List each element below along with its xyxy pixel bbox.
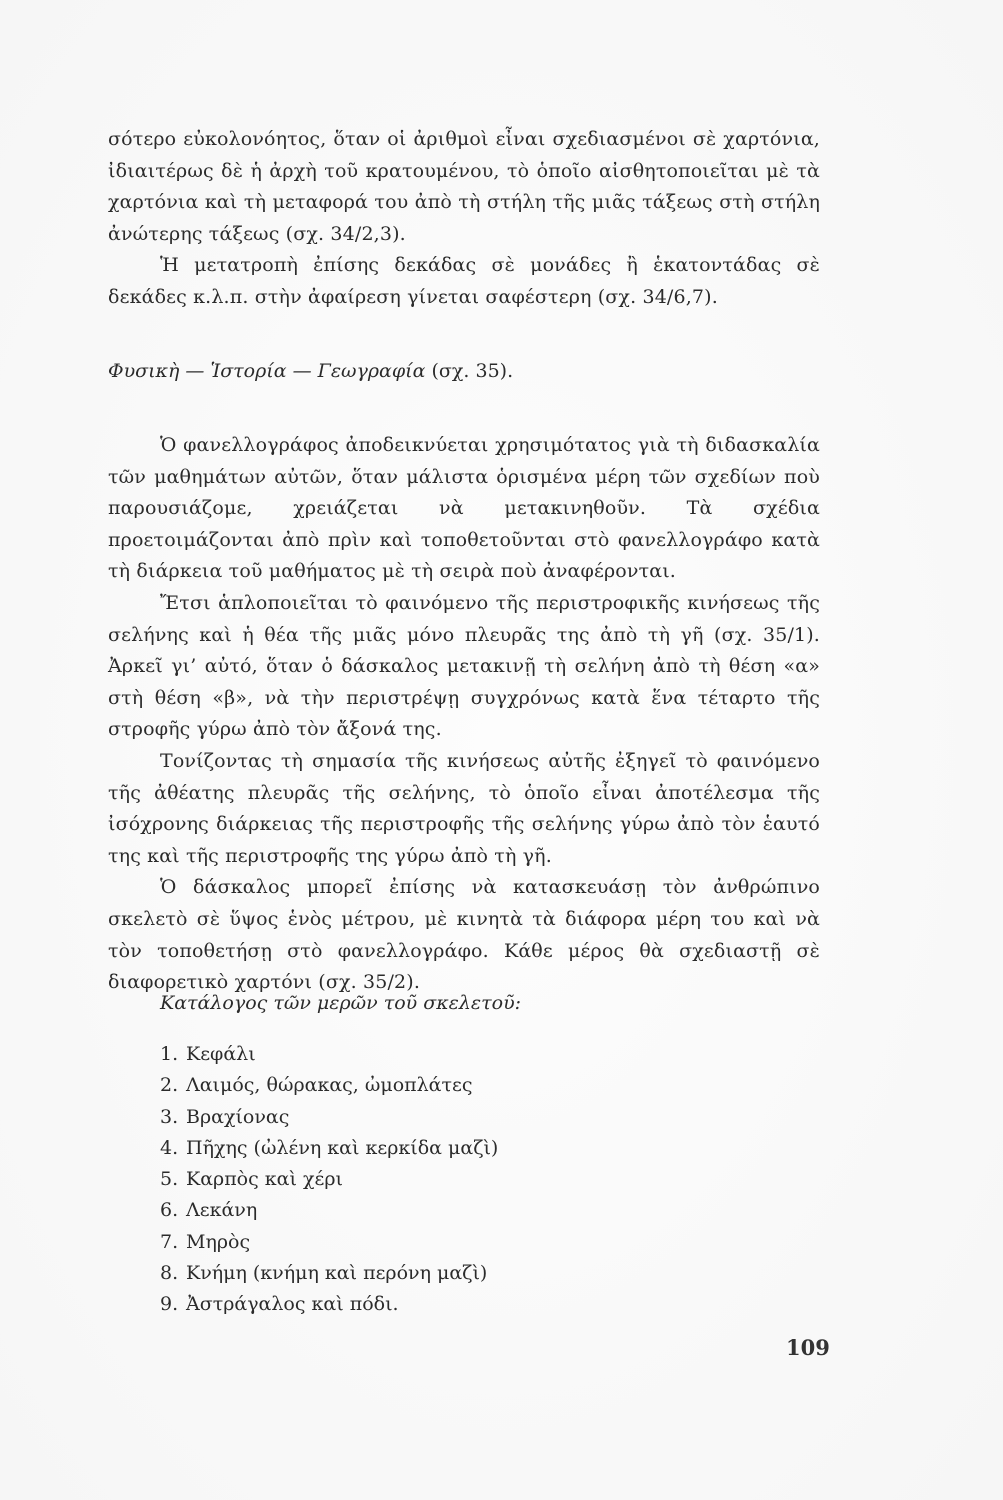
list-item-number: 6. (160, 1199, 179, 1222)
list-title: Κατάλογος τῶν μερῶν τοῦ σκελετοῦ: (160, 992, 522, 1014)
list-item-number: 1. (160, 1043, 179, 1065)
list-item (160, 1227, 498, 1258)
skeleton-parts-list (160, 1039, 498, 1321)
list-item (160, 1039, 498, 1070)
section-heading-title: Φυσικὴ — Ἱστορία — Γεωγραφία (108, 360, 426, 382)
list-item-text: Βραχίονας (186, 1105, 290, 1128)
section-heading (108, 356, 513, 387)
list-item-text: Κεφάλι (186, 1043, 256, 1065)
list-item-text: Λαιμός, θώρακας, ὠμοπλάτες (186, 1074, 473, 1097)
paragraph-subtraction: Ἡ μετατροπὴ ἐπίσης δεκάδας σὲ μονάδες ἢ ἑκατοντάδας σὲ δεκάδες κ.λ.π. στὴν ἀφαίρεση γίνεται σαφέστερη (σχ. 34/6,7). (108, 254, 820, 308)
list-item-text: Μηρὸς (186, 1230, 251, 1253)
list-item-number: 2. (160, 1074, 179, 1097)
list-item-number: 9. (160, 1293, 179, 1316)
paragraph-flannelgraph: Ὁ φανελλογράφος ἀποδεικνύεται χρησιμότατος γιὰ τὴ διδασκαλία τῶν μαθημάτων αὐτῶν, ὅταν μάλιστα ὁρισμένα μέρη τῶν σχεδίων ποὺ παρουσιάζομε, χρειάζεται νὰ μετακινηθοῦν. Τὰ σχέδια προετοιμάζονται ἀπὸ πρὶν καὶ τοποθετοῦνται στὸ φανελλογράφο κατὰ τὴ διάρκεια τοῦ μαθήματος μὲ τὴ σειρὰ ποὺ ἀναφέρονται. (108, 434, 820, 583)
list-item (160, 1102, 498, 1133)
list-item-text: Καρπὸς καὶ χέρι (186, 1168, 343, 1191)
paragraph-arithmetic: σότερο εὐκολονόητος, ὅταν οἱ ἀριθμοὶ εἶναι σχεδιασμένοι σὲ χαρτόνια, ἰδιαιτέρως δὲ ἡ ἀρχὴ τοῦ κρατουμένου, τὸ ὁποῖο αἰσθητοποιεῖται μὲ τὰ χαρτόνια καὶ τὴ μεταφορά του ἀπὸ τὴ στήλη τῆς μιᾶς τάξεως στὴ στήλη ἀνώτερης τάξεως (σχ. 34/2,3). (108, 128, 820, 245)
list-item-number: 8. (160, 1262, 179, 1285)
list-item-number: 7. (160, 1230, 179, 1253)
list-item-number: 5. (160, 1168, 179, 1191)
page-number: 109 (786, 1335, 830, 1360)
main-text (108, 430, 820, 999)
list-item-number: 4. (160, 1136, 179, 1159)
paragraph-hidden-side: Τονίζοντας τὴ σημασία τῆς κινήσεως αὐτῆς ἐξηγεῖ τὸ φαινόμενο τῆς ἀθέατης πλευρᾶς τῆς σελήνης, τὸ ὁποῖο εἶναι ἀποτέλεσμα τῆς ἰσόχρονης διάρκειας τῆς περιστροφῆς τῆς σελήνης γύρω ἀπὸ τὸν ἑαυτό της καὶ τῆς περιστροφῆς της γύρω ἀπὸ τὴ γῆ. (108, 749, 820, 867)
list-item (160, 1164, 498, 1195)
list-item-text: Λεκάνη (186, 1199, 258, 1222)
list-item (160, 1258, 498, 1289)
paragraph-skeleton: Ὁ δάσκαλος μπορεῖ ἐπίσης νὰ κατασκευάσῃ τὸν ἀνθρώπινο σκελετὸ σὲ ὕψος ἑνὸς μέτρου, μὲ κινητὰ τὰ διάφορα μέρη του καὶ νὰ τὸν τοποθετήσῃ στὸ φανελλογράφο. Κάθε μέρος θὰ σχεδιαστῇ σὲ διαφορετικὸ χαρτόνι (σχ. 35/2). (108, 876, 820, 994)
section-heading-ref: (σχ. 35). (431, 360, 514, 382)
list-item-text: Κνήμη (κνήμη καὶ περόνη μαζὶ) (186, 1262, 488, 1285)
list-item-text: Πῆχης (ὠλένη καὶ κερκίδα μαζὶ) (186, 1136, 499, 1159)
list-item-text: Ἀστράγαλος καὶ πόδι. (186, 1293, 399, 1316)
paragraph-moon-rotation: Ἔτσι ἁπλοποιεῖται τὸ φαινόμενο τῆς περιστροφικῆς κινήσεως τῆς σελήνης καὶ ἡ θέα τῆς μιᾶς μόνο πλευρᾶς της ἀπὸ τὴ γῆ (σχ. 35/1). Ἀρκεῖ γι’ αὐτό, ὅταν ὁ δάσκαλος μετακινῇ τὴ σελήνη ἀπὸ τὴ θέση «α» στὴ θέση «β», νὰ τὴν περιστρέψῃ συγχρόνως κατὰ ἕνα τέταρτο τῆς στροφῆς γύρω ἀπὸ τὸν ἄξονά της. (108, 591, 820, 741)
list-item-number: 3. (160, 1105, 179, 1128)
list-item (160, 1195, 498, 1226)
intro-text (108, 124, 820, 314)
list-item (160, 1289, 498, 1320)
list-item (160, 1133, 498, 1164)
list-item (160, 1070, 498, 1101)
